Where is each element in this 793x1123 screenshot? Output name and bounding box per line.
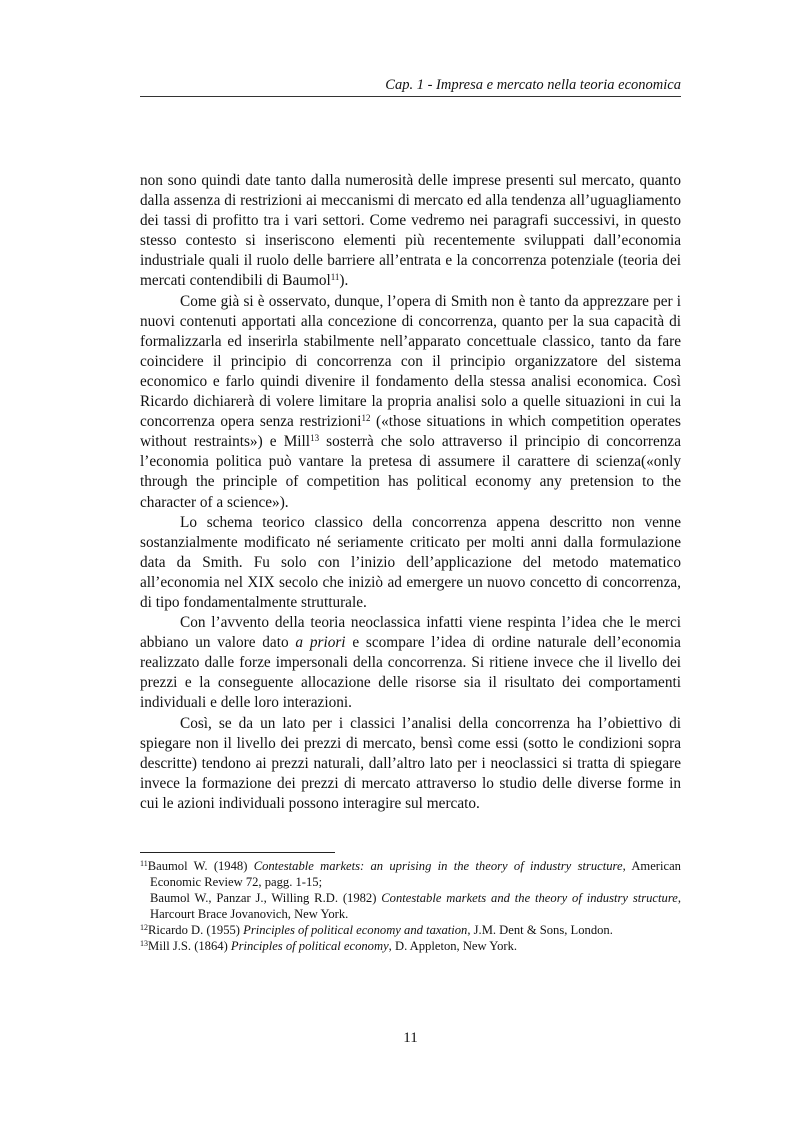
footnote-11 [140, 858, 681, 922]
paragraph-2-text-c: sosterrà che solo attraverso il principio di concorrenza l’economia politica può vantare la pretesa di assumere il carattere di scienza(«only through the principle of competition has political economy any pretension to the character of a science»). [140, 433, 681, 511]
header-rule [140, 96, 681, 97]
footnote-13 [140, 938, 681, 954]
footnote-ref-11: 11 [330, 272, 340, 283]
paragraph-2-text-a: Come già si è osservato, dunque, l’opera di Smith non è tanto da apprezzare per i nuovi contenuti apportati alla concezione di concorrenza, quanto per la sua capacità di formalizzarla ed inserirla stabilmente nell’apparato concettuale classico, tanto da fare coincidere il principio di concorrenza con il principio organizzatore del sistema economico e farlo quindi divenire il fondamento della stessa analisi economica. Così Ricardo dichiarerà di volere limitare la propria analisi solo a quelle situazioni in cui la concorrenza opera senza restrizioni [140, 292, 681, 431]
paragraph-2-text-b: («those situations in which competition operates without restraints») e Mill [140, 413, 681, 451]
running-header: Cap. 1 - Impresa e mercato nella teoria economica [385, 77, 681, 93]
main-text [140, 171, 681, 814]
paragraph-4-text-b: e scompare l’idea di ordine naturale dell’economia realizzato dalle forze impersonali della concorrenza. Si ritiene invece che il livello dei prezzi e la conseguente allocazione delle risorse sia il risultato dei comportamenti individuali e delle loro interazioni. [140, 634, 681, 712]
footnote-11-text-d: , Harcourt Brace Jovanovich, New York. [150, 891, 681, 921]
paragraph-4 [140, 613, 681, 713]
footnote-ref-12: 12 [361, 413, 371, 424]
footnote-11-text-b: , American Economic Review 72, pagg. 1-15; [150, 859, 681, 889]
footnote-12 [140, 922, 681, 938]
footnote-rule [140, 852, 335, 853]
paragraph-1-text-a: non sono quindi date tanto dalla numerosità delle imprese presenti sul mercato, quanto dalla assenza di restrizioni ai meccanismi di mercato ed alla tendenza all’uguagliamento dei tassi di profitto tra i vari settori. Come vedremo nei paragrafi successivi, in questo stesso contesto si inseriscono elementi più recentemente sviluppati dall’economia industriale quali il ruolo delle barriere all’entrata e la concorrenza potenziale (teoria dei mercati contendibili di Baumol [140, 172, 681, 290]
footnote-12-title: Principles of political economy and taxation [243, 923, 468, 937]
footnote-11-number: 11 [140, 859, 148, 868]
footnote-11-text-c: Baumol W., Panzar J., Willing R.D. (1982) [150, 891, 382, 905]
paragraph-3: Lo schema teorico classico della concorrenza appena descritto non venne sostanzialmente modificato né seriamente criticato per molti anni dalla formulazione data da Smith. Fu solo con l’inizio dell’applicazione del metodo matematico all’economia nel XIX secolo che iniziò ad emergere un nuovo concetto di concorrenza, di tipo fondamentalmente strutturale. [140, 513, 681, 611]
footnote-12-text-b: , J.M. Dent & Sons, London. [467, 923, 613, 937]
paragraph-2 [140, 292, 681, 513]
paragraph-1 [140, 171, 681, 292]
paragraph-4-emphasis: a priori [295, 634, 346, 652]
footnote-11-continuation [150, 890, 681, 922]
paragraph-4-text-a: Con l’avvento della teoria neoclassica infatti viene respinta l’idea che le merci abbiano un valore dato [140, 614, 681, 652]
footnote-13-text-b: , D. Appleton, New York. [388, 939, 518, 953]
footnote-12-text-a: Ricardo D. (1955) [148, 923, 244, 937]
footnote-ref-13: 13 [310, 433, 320, 444]
footnote-11-title-2: Contestable markets and the theory of industry structure [381, 891, 678, 905]
footnote-13-title: Principles of political economy [230, 939, 389, 953]
footnote-12-number: 12 [140, 923, 148, 932]
footnote-11-title-1: Contestable markets: an uprising in the theory of industry structure [253, 859, 623, 873]
footnote-11-text-a: Baumol W. (1948) [147, 859, 254, 873]
page-number: 11 [403, 1030, 418, 1046]
paragraph-5: Così, se da un lato per i classici l’analisi della concorrenza ha l’obiettivo di spiegare non il livello dei prezzi di mercato, bensì come essi (sotto le condizioni sopra descritte) tendono ai prezzi naturali, dall’altro lato per i neoclassici si tratta di spiegare invece la formazione dei prezzi di mercato attraverso lo studio delle diverse forme in cui le azioni individuali possono interagire sul mercato. [140, 714, 681, 812]
footnotes [140, 858, 681, 954]
footnote-13-number: 13 [140, 939, 148, 948]
paragraph-1-text-b: ). [339, 272, 349, 290]
footnote-13-text-a: Mill J.S. (1864) [148, 939, 231, 953]
